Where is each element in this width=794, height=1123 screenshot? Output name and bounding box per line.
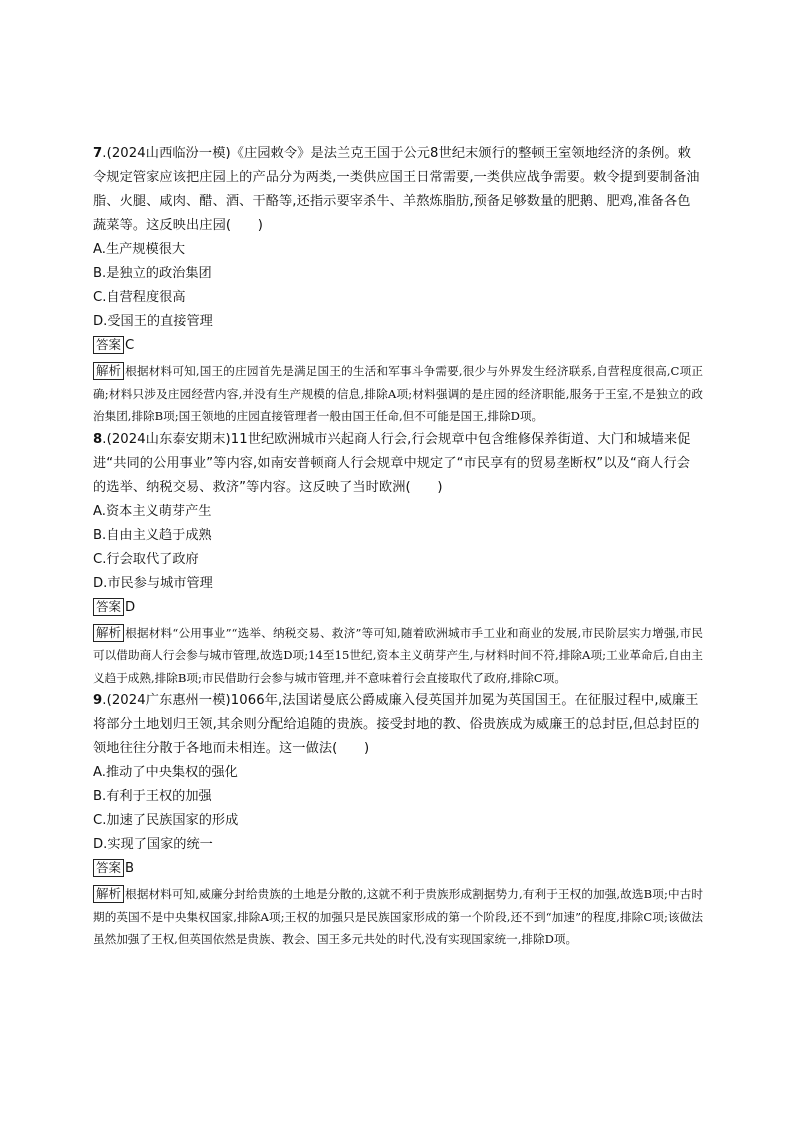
question-text: .(2024广东惠州一模)1066年,法国诺曼底公爵威廉入侵英国并加冕为英国国王。在征服过程中,威廉王将部分土地划归王领,其余则分配给追随的贵族。接受封地的教、俗贵族成为威廉王的总封臣,但总封臣的领地往往分散于各地而未相连。这一做法( ) bbox=[93, 693, 700, 756]
question-list bbox=[93, 142, 703, 951]
explanation-tag: 解析 bbox=[93, 624, 124, 642]
option-c: C.行会取代了政府 bbox=[93, 551, 199, 567]
answer-tag: 答案 bbox=[93, 336, 124, 354]
explanation bbox=[93, 622, 703, 690]
question-stem bbox=[93, 689, 703, 761]
option-b: B.是独立的政治集团 bbox=[93, 266, 212, 281]
explanation bbox=[93, 360, 703, 428]
explanation-text: 根据材料可知,威廉分封给贵族的土地是分散的,这就不利于贵族形成割据势力,有利于王权的加强,故选B项;中古时期的英国不是中央集权国家,排除A项;王权的加强只是民族国家形成的第一个阶段,还不到“加速”的程度,排除C项;该做法虽然加强了王权,但英国依然是贵族、教会、国王多元共处的时代,没有实现国家统一,排除D项。 bbox=[93, 887, 703, 946]
explanation-tag: 解析 bbox=[93, 362, 124, 380]
question-9 bbox=[93, 689, 703, 951]
answer-tag: 答案 bbox=[93, 598, 124, 616]
answer-value: C bbox=[125, 338, 135, 353]
question-text: .(2024山东泰安期末)11世纪欧洲城市兴起商人行会,行会规章中包含维修保养街道、大门和城墙来促进“共同的公用事业”等内容,如南安普顿商人行会规章中规定了“市民享有的贸易垄断权”以及“商人行会的选举、纳税交易、救济”等内容。这反映了当时欧洲( ) bbox=[93, 431, 691, 495]
question-text: .(2024山西临汾一模)《庄园敕令》是法兰克王国于公元8世纪末颁行的整顿王室领地经济的条例。敕令规定管家应该把庄园上的产品分为两类,一类供应国王日常需要,一类供应战争需要。敕令提到要制备油脂、火腿、咸肉、醋、酒、干酪等,还指示要宰杀牛、羊熬炼脂肪,预备足够数量的肥鹅、肥鸡,准备各色蔬菜等。这反映出庄园( ) bbox=[93, 146, 700, 233]
question-number: 7 bbox=[93, 146, 103, 161]
option-d: D.实现了国家的统一 bbox=[93, 837, 213, 852]
answer-line bbox=[93, 598, 703, 618]
option-d: D.受国王的直接管理 bbox=[93, 314, 213, 329]
answer-tag: 答案 bbox=[93, 859, 124, 877]
answer-value: B bbox=[125, 861, 135, 876]
answer-line bbox=[93, 859, 703, 879]
question-stem bbox=[93, 428, 703, 500]
option-a: A.资本主义萌芽产生 bbox=[93, 503, 212, 519]
explanation bbox=[93, 883, 703, 951]
answer-value: D bbox=[125, 599, 136, 615]
question-8 bbox=[93, 428, 703, 690]
question-number: 9 bbox=[93, 693, 103, 708]
question-stem bbox=[93, 142, 703, 238]
explanation-text: 根据材料可知,国王的庄园首先是满足国王的生活和军事斗争需要,很少与外界发生经济联系,自营程度很高,C项正确;材料只涉及庄园经营内容,并没有生产规模的信息,排除A项;材料强调的是庄园的经济职能,服务于王室,不是独立的政治集团,排除B项;国王领地的庄园直接管理者一般由国王任命,但不可能是国王,排除D项。 bbox=[93, 364, 703, 423]
option-c: C.加速了民族国家的形成 bbox=[93, 813, 239, 828]
option-b: B.有利于王权的加强 bbox=[93, 789, 212, 804]
answer-line bbox=[93, 336, 703, 356]
question-number: 8 bbox=[93, 431, 103, 447]
option-b: B.自由主义趋于成熟 bbox=[93, 527, 212, 543]
option-d: D.市民参与城市管理 bbox=[93, 575, 213, 591]
explanation-text: 根据材料“公用事业”“选举、纳税交易、救济”等可知,随着欧洲城市手工业和商业的发展,市民阶层实力增强,市民可以借助商人行会参与城市管理,故选D项;14至15世纪,资本主义萌芽产生,与材料时间不符,排除A项;工业革命后,自由主义趋于成熟,排除B项;市民借助行会参与城市管理,并不意味着行会直接取代了政府,排除C项。 bbox=[93, 625, 703, 685]
option-a: A.生产规模很大 bbox=[93, 242, 186, 257]
option-c: C.自营程度很高 bbox=[93, 290, 186, 305]
question-7 bbox=[93, 142, 703, 428]
option-a: A.推动了中央集权的强化 bbox=[93, 765, 238, 780]
explanation-tag: 解析 bbox=[93, 885, 124, 903]
